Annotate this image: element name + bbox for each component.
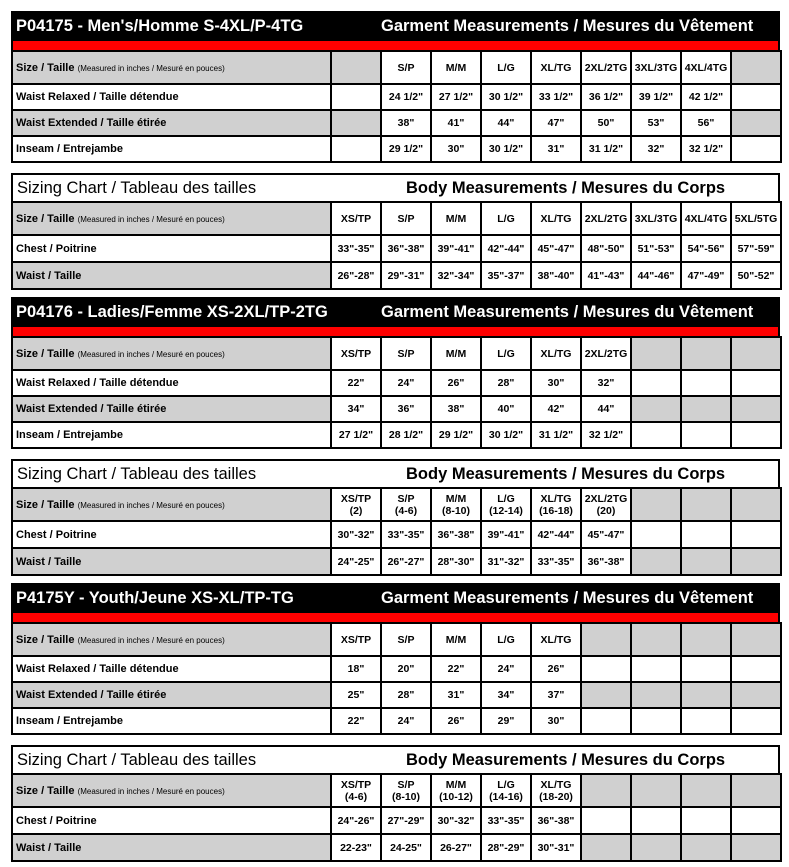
youth-body-section (11, 745, 780, 862)
measurement-cell (631, 548, 681, 575)
measurement-cell: 38"-40" (531, 262, 581, 289)
measurement-cell (681, 370, 731, 396)
measurement-cell: 22" (331, 708, 381, 734)
table-row (12, 834, 781, 861)
measurement-cell: 32" (631, 136, 681, 162)
size-header-cell (631, 623, 681, 656)
mens-title: P04175 - Men's/Homme S-4XL/P-4TG (16, 17, 304, 35)
measurement-cell (631, 521, 681, 548)
measurement-cell: 32 1/2" (581, 422, 631, 448)
measurement-cell: 33"-35" (481, 807, 531, 834)
table-row (12, 110, 781, 136)
measurement-cell: 31 1/2" (531, 422, 581, 448)
measurement-cell: 35"-37" (481, 262, 531, 289)
table-row (12, 682, 781, 708)
measurement-cell (681, 521, 731, 548)
measurement-cell: 50"-52" (731, 262, 781, 289)
size-header-cell (581, 488, 631, 521)
red-divider (11, 41, 780, 50)
measurement-cell: 25" (331, 682, 381, 708)
measurement-cell: 28"-29" (481, 834, 531, 861)
size-header-cell (631, 337, 681, 370)
measurement-cell: 47" (531, 110, 581, 136)
size-header-cell: S/P (381, 337, 431, 370)
measurement-cell: 57"-59" (731, 235, 781, 262)
size-header-cell (381, 488, 431, 521)
measurement-cell (581, 682, 631, 708)
measurement-cell: 37" (531, 682, 581, 708)
measurement-cell (631, 656, 681, 682)
measurement-cell: 32"-34" (431, 262, 481, 289)
red-divider (11, 327, 780, 336)
size-header-cell: M/M (431, 51, 481, 84)
measurement-cell (631, 396, 681, 422)
measurement-cell (681, 807, 731, 834)
measurement-cell (631, 370, 681, 396)
measurement-cell: 36"-38" (531, 807, 581, 834)
measurement-cell: 26" (431, 370, 481, 396)
size-code: XS/TP (340, 778, 372, 791)
measurement-cell: 26-27" (431, 834, 481, 861)
measurement-cell (631, 422, 681, 448)
size-code: L/G (497, 492, 515, 505)
measurement-cell: 29 1/2" (431, 422, 481, 448)
table-row (12, 136, 781, 162)
measurement-cell (681, 656, 731, 682)
size-header-cell: L/G (481, 202, 531, 235)
ladies-title: P04176 - Ladies/Femme XS-2XL/TP-2TG (16, 303, 328, 321)
measurement-cell (731, 521, 781, 548)
body-title: Body Measurements / Mesures du Corps (406, 751, 726, 769)
size-range: (12-14) (489, 504, 523, 517)
size-header-cell (681, 337, 731, 370)
measurement-cell: 42"-44" (531, 521, 581, 548)
measurement-cell: 45"-47" (531, 235, 581, 262)
size-header-cell (581, 623, 631, 656)
measurement-cell: 36"-38" (431, 521, 481, 548)
measurement-cell: 27 1/2" (331, 422, 381, 448)
size-range: (20) (596, 504, 616, 517)
measurement-cell: 26"-28" (331, 262, 381, 289)
table-row (12, 807, 781, 834)
table-row (12, 396, 781, 422)
measurement-cell (731, 807, 781, 834)
size-range: (16-18) (539, 504, 573, 517)
row-label: Waist Extended / Taille étirée (12, 396, 331, 422)
size-header-cell: S/P (381, 623, 431, 656)
ladies-body-section (11, 459, 780, 576)
measurement-cell: 48"-50" (581, 235, 631, 262)
measurement-cell: 44" (481, 110, 531, 136)
row-label: Waist Relaxed / Taille détendue (12, 656, 331, 682)
mens-garment-header (11, 11, 780, 41)
size-header-cell: M/M (431, 202, 481, 235)
garment-title: Garment Measurements / Mesures du Vêtement (381, 303, 754, 321)
table-row (12, 235, 781, 262)
measurement-cell (581, 834, 631, 861)
measurement-cell: 33"-35" (331, 235, 381, 262)
measurement-cell: 30 1/2" (481, 136, 531, 162)
youth-garment-section (11, 583, 780, 735)
measurement-cell: 34" (481, 682, 531, 708)
measurement-cell: 32 1/2" (681, 136, 731, 162)
measurement-cell: 41"-43" (581, 262, 631, 289)
size-label: Size / Taille (16, 212, 75, 225)
size-header-cell (731, 623, 781, 656)
size-header-cell: L/G (481, 337, 531, 370)
measurement-cell: 28" (381, 682, 431, 708)
measurement-cell (731, 370, 781, 396)
size-header-cell: XL/TG (531, 51, 581, 84)
size-header-cell: XL/TG (531, 623, 581, 656)
row-label: Waist Extended / Taille étirée (12, 682, 331, 708)
size-header-cell (331, 51, 381, 84)
size-header-cell (431, 488, 481, 521)
row-label: Inseam / Entrejambe (12, 136, 331, 162)
size-code: M/M (445, 778, 467, 791)
measurement-cell: 36 1/2" (581, 84, 631, 110)
measurement-cell: 36"-38" (581, 548, 631, 575)
measurement-cell (731, 548, 781, 575)
measurement-cell (581, 807, 631, 834)
measurement-cell (581, 656, 631, 682)
youth-garment-header (11, 583, 780, 613)
sizing-title: Sizing Chart / Tableau des tailles (17, 179, 257, 197)
row-label: Chest / Poitrine (12, 521, 331, 548)
size-header-cell: 5XL/5TG (731, 202, 781, 235)
measurement-cell: 30" (531, 708, 581, 734)
measurement-cell: 30 1/2" (481, 84, 531, 110)
measurement-cell (631, 807, 681, 834)
size-header-cell (681, 774, 731, 807)
measurement-cell: 30" (431, 136, 481, 162)
measurement-cell: 30"-32" (331, 521, 381, 548)
size-code: M/M (445, 492, 467, 505)
size-header-cell: 3XL/3TG (631, 51, 681, 84)
size-header-cell (431, 774, 481, 807)
measurement-cell (581, 708, 631, 734)
size-header-cell: L/G (481, 623, 531, 656)
size-code: XL/TG (540, 778, 572, 791)
measurement-cell: 53" (631, 110, 681, 136)
size-header-cell: XS/TP (331, 337, 381, 370)
size-range: (8-10) (441, 504, 470, 517)
measurement-cell: 26" (531, 656, 581, 682)
youth-title: P4175Y - Youth/Jeune XS-XL/TP-TG (16, 589, 294, 607)
measurement-cell (681, 834, 731, 861)
measurement-cell: 44" (581, 396, 631, 422)
size-code: XL/TG (540, 492, 572, 505)
measurement-cell: 47"-49" (681, 262, 731, 289)
measurement-cell: 20" (381, 656, 431, 682)
size-header-cell (331, 774, 381, 807)
row-label: Waist Relaxed / Taille détendue (12, 84, 331, 110)
youth-garment-table (11, 622, 782, 735)
sizing-title: Sizing Chart / Tableau des tailles (17, 465, 257, 483)
measurement-cell (731, 84, 781, 110)
size-header-cell (731, 51, 781, 84)
measurement-cell: 22-23" (331, 834, 381, 861)
size-code: XS/TP (340, 492, 372, 505)
mens-garment-section (11, 11, 780, 163)
sizing-title: Sizing Chart / Tableau des tailles (17, 751, 257, 769)
garment-title: Garment Measurements / Mesures du Vêtement (381, 17, 754, 35)
size-code: 2XL/2TG (584, 492, 628, 505)
size-header-row (12, 337, 781, 370)
row-label: Waist / Taille (12, 548, 331, 575)
size-header-cell (681, 488, 731, 521)
measurement-cell: 24" (481, 656, 531, 682)
measurement-cell: 28 1/2" (381, 422, 431, 448)
size-range: (10-12) (439, 790, 473, 803)
size-range: (8-10) (391, 790, 420, 803)
measurement-cell (631, 682, 681, 708)
measurement-cell: 30"-32" (431, 807, 481, 834)
measurement-cell: 31"-32" (481, 548, 531, 575)
size-header-cell: M/M (431, 337, 481, 370)
measurement-cell (731, 656, 781, 682)
measurement-cell: 29 1/2" (381, 136, 431, 162)
measurement-cell (731, 422, 781, 448)
measurement-cell: 30"-31" (531, 834, 581, 861)
measurement-cell: 40" (481, 396, 531, 422)
measurement-cell: 26" (431, 708, 481, 734)
row-label: Waist Relaxed / Taille détendue (12, 370, 331, 396)
table-row (12, 708, 781, 734)
measurement-cell: 22" (431, 656, 481, 682)
measurement-cell: 39"-41" (431, 235, 481, 262)
size-header-cell (581, 774, 631, 807)
size-header-cell (531, 488, 581, 521)
measurement-cell: 31 1/2" (581, 136, 631, 162)
size-header-cell (481, 488, 531, 521)
ladies-garment-section (11, 297, 780, 449)
size-label: Size / Taille (16, 784, 75, 797)
size-header-cell (631, 774, 681, 807)
body-title: Body Measurements / Mesures du Corps (406, 465, 726, 483)
measurement-cell (331, 84, 381, 110)
size-header-row (12, 488, 781, 521)
measurement-cell (631, 708, 681, 734)
measurement-cell: 30 1/2" (481, 422, 531, 448)
size-header-cell (731, 774, 781, 807)
size-range: (2) (349, 504, 363, 517)
size-header-cell (681, 623, 731, 656)
size-header-cell: 3XL/3TG (631, 202, 681, 235)
measurement-cell: 24 1/2" (381, 84, 431, 110)
ladies-garment-table (11, 336, 782, 449)
size-label: Size / Taille (16, 498, 75, 511)
row-label: Inseam / Entrejambe (12, 422, 331, 448)
measurement-cell (731, 136, 781, 162)
mens-body-header (11, 173, 780, 201)
row-label: Chest / Poitrine (12, 235, 331, 262)
measurement-cell: 33 1/2" (531, 84, 581, 110)
size-label-cell (12, 488, 331, 521)
row-label: Chest / Poitrine (12, 807, 331, 834)
size-header-cell: XL/TG (531, 202, 581, 235)
measurement-cell: 42"-44" (481, 235, 531, 262)
size-range: (18-20) (539, 790, 573, 803)
measurement-cell: 38" (381, 110, 431, 136)
size-code: S/P (397, 778, 415, 791)
mens-body-table (11, 201, 782, 290)
measured-note: (Measured in inches / Mesuré en pouces) (77, 500, 225, 510)
measurement-cell (731, 708, 781, 734)
measurement-cell: 36"-38" (381, 235, 431, 262)
measurement-cell: 32" (581, 370, 631, 396)
measurement-cell: 27 1/2" (431, 84, 481, 110)
size-header-row (12, 623, 781, 656)
row-label: Waist Extended / Taille étirée (12, 110, 331, 136)
measurement-cell: 42 1/2" (681, 84, 731, 110)
measurement-cell: 44"-46" (631, 262, 681, 289)
ladies-body-header (11, 459, 780, 487)
size-header-row (12, 51, 781, 84)
ladies-body-table (11, 487, 782, 576)
measurement-cell: 36" (381, 396, 431, 422)
size-label: Size / Taille (16, 347, 75, 360)
table-row (12, 656, 781, 682)
measurement-cell: 33"-35" (381, 521, 431, 548)
measurement-cell (681, 682, 731, 708)
size-header-cell (481, 774, 531, 807)
measurement-cell: 33"-35" (531, 548, 581, 575)
measurement-cell: 41" (431, 110, 481, 136)
row-label: Waist / Taille (12, 834, 331, 861)
measurement-cell (631, 834, 681, 861)
row-label: Waist / Taille (12, 262, 331, 289)
red-divider (11, 613, 780, 622)
table-row (12, 84, 781, 110)
size-label-cell (12, 337, 331, 370)
mens-garment-table (11, 50, 782, 163)
size-range: (4-6) (394, 504, 418, 517)
measurement-cell (731, 834, 781, 861)
measurement-cell (731, 110, 781, 136)
size-header-row (12, 774, 781, 807)
measurement-cell: 29"-31" (381, 262, 431, 289)
size-header-cell: L/G (481, 51, 531, 84)
measurement-cell: 30" (531, 370, 581, 396)
measurement-cell: 42" (531, 396, 581, 422)
size-header-cell (631, 488, 681, 521)
youth-body-table (11, 773, 782, 862)
row-label: Inseam / Entrejambe (12, 708, 331, 734)
size-code: L/G (497, 778, 515, 791)
measured-note: (Measured in inches / Mesuré en pouces) (77, 214, 225, 224)
measurement-cell: 28" (481, 370, 531, 396)
size-header-cell (331, 488, 381, 521)
measurement-cell: 24" (381, 370, 431, 396)
measurement-cell: 45"-47" (581, 521, 631, 548)
measurement-cell (731, 682, 781, 708)
measurement-cell (331, 110, 381, 136)
size-label-cell (12, 202, 331, 235)
measurement-cell (731, 396, 781, 422)
size-label: Size / Taille (16, 61, 75, 74)
size-header-cell: XS/TP (331, 202, 381, 235)
size-header-cell: S/P (381, 202, 431, 235)
size-label-cell (12, 623, 331, 656)
measurement-cell (681, 422, 731, 448)
measurement-cell: 26"-27" (381, 548, 431, 575)
measurement-cell: 29" (481, 708, 531, 734)
size-label-cell (12, 51, 331, 84)
size-header-cell: 4XL/4TG (681, 202, 731, 235)
size-range: (4-6) (344, 790, 368, 803)
measurement-cell: 50" (581, 110, 631, 136)
size-header-cell (531, 774, 581, 807)
table-row (12, 521, 781, 548)
size-header-cell: XS/TP (331, 623, 381, 656)
measurement-cell: 34" (331, 396, 381, 422)
size-header-row (12, 202, 781, 235)
size-code: S/P (397, 492, 415, 505)
measurement-cell: 39 1/2" (631, 84, 681, 110)
measurement-cell: 24-25" (381, 834, 431, 861)
size-header-cell (381, 774, 431, 807)
size-range: (14-16) (489, 790, 523, 803)
measurement-cell: 24"-25" (331, 548, 381, 575)
size-header-cell (731, 488, 781, 521)
measured-note: (Measured in inches / Mesuré en pouces) (77, 786, 225, 796)
measurement-cell: 51"-53" (631, 235, 681, 262)
size-header-cell: M/M (431, 623, 481, 656)
size-label-cell (12, 774, 331, 807)
table-row (12, 262, 781, 289)
body-title: Body Measurements / Mesures du Corps (406, 179, 726, 197)
measurement-cell: 38" (431, 396, 481, 422)
measurement-cell: 28"-30" (431, 548, 481, 575)
size-header-cell: XL/TG (531, 337, 581, 370)
size-header-cell (731, 337, 781, 370)
youth-body-header (11, 745, 780, 773)
mens-body-section (11, 173, 780, 290)
size-header-cell: 2XL/2TG (581, 202, 631, 235)
measured-note: (Measured in inches / Mesuré en pouces) (77, 349, 225, 359)
measurement-cell: 54"-56" (681, 235, 731, 262)
measurement-cell: 24"-26" (331, 807, 381, 834)
measurement-cell: 31" (431, 682, 481, 708)
measurement-cell: 31" (531, 136, 581, 162)
ladies-garment-header (11, 297, 780, 327)
garment-title: Garment Measurements / Mesures du Vêtement (381, 589, 754, 607)
measurement-cell (681, 396, 731, 422)
measurement-cell (681, 708, 731, 734)
size-header-cell: 2XL/2TG (581, 337, 631, 370)
table-row (12, 370, 781, 396)
measurement-cell (681, 548, 731, 575)
measurement-cell: 18" (331, 656, 381, 682)
size-header-cell: 2XL/2TG (581, 51, 631, 84)
size-label: Size / Taille (16, 633, 75, 646)
size-header-cell: S/P (381, 51, 431, 84)
table-row (12, 422, 781, 448)
measurement-cell: 56" (681, 110, 731, 136)
measured-note: (Measured in inches / Mesuré en pouces) (77, 635, 225, 645)
size-header-cell: 4XL/4TG (681, 51, 731, 84)
measurement-cell: 27"-29" (381, 807, 431, 834)
measurement-cell: 24" (381, 708, 431, 734)
measurement-cell (331, 136, 381, 162)
measured-note: (Measured in inches / Mesuré en pouces) (77, 63, 225, 73)
table-row (12, 548, 781, 575)
measurement-cell: 39"-41" (481, 521, 531, 548)
measurement-cell: 22" (331, 370, 381, 396)
